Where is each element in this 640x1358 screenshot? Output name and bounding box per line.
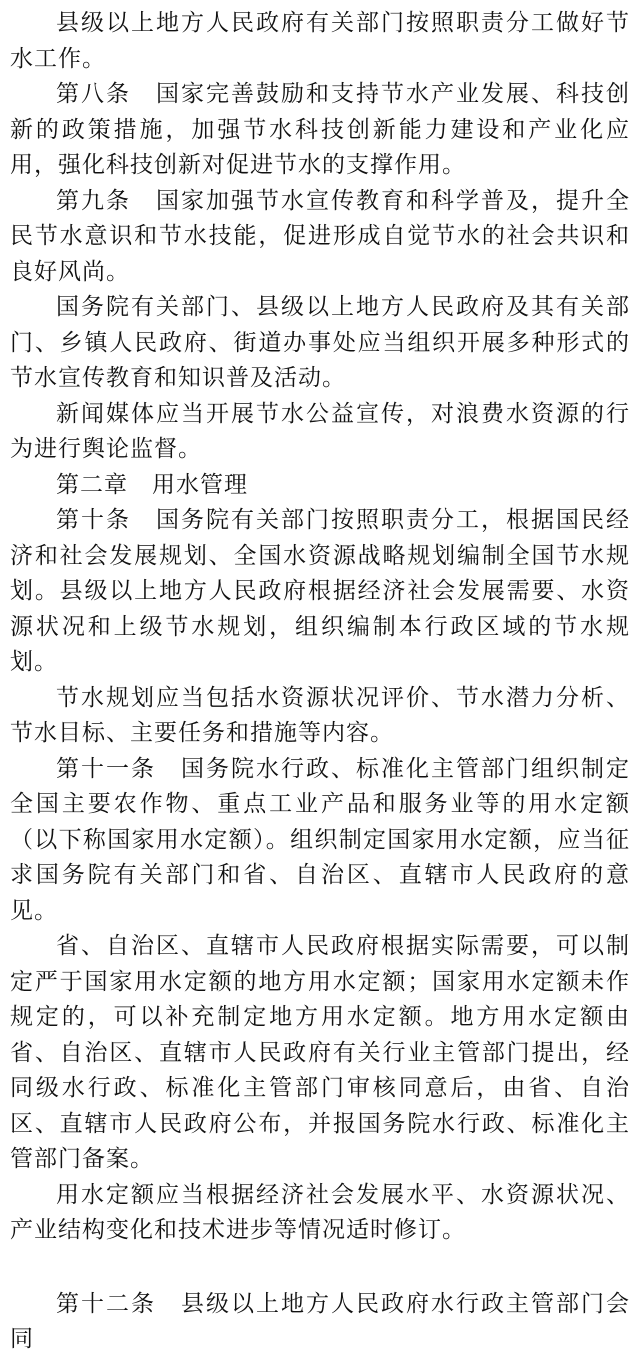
article-12-paragraph: 第十二条 县级以上地方人民政府水行政主管部门会同 [10,1290,630,1352]
article-9-paragraph: 第九条 国家加强节水宣传教育和科学普及，提升全民节水意识和节水技能，促进形成自觉节水的社会共识和良好风尚。 [10,187,630,285]
paragraph-8: 节水规划应当包括水资源状况评价、节水潜力分析、节水目标、主要任务和措施等内容。 [10,684,630,746]
article-11-paragraph: 第十一条 国务院水行政、标准化主管部门组织制定全国主要农作物、重点工业产品和服务业等的用水定额（以下称国家用水定额）。组织制定国家用水定额，应当征求国务院有关部门和省、自治区、直辖市人民政府的意见。 [10,755,630,924]
article-10-paragraph: 第十条 国务院有关部门按照职责分工，根据国民经济和社会发展规划、全国水资源战略规划编制全国节水规划。县级以上地方人民政府根据经济社会发展需要、水资源状况和上级节水规划，组织编制本行政区域的节水规划。 [10,507,630,675]
article-8-paragraph: 第八条 国家完善鼓励和支持节水产业发展、科技创新的政策措施，加强节水科技创新能力建设和产业化应用，强化科技创新对促进节水的支撑作用。 [10,81,630,178]
chapter-2-heading: 第二章 用水管理 [56,471,248,498]
paragraph-10: 省、自治区、直辖市人民政府根据实际需要，可以制定严于国家用水定额的地方用水定额；国家用水定额未作规定的，可以补充制定地方用水定额。地方用水定额由省、自治区、直辖市人民政府有关行业主管部门提出，经同级水行政、标准化主管部门审核同意后，由省、自治区、直辖市人民政府公布，并报国务院水行政、标准化主管部门备案。 [10,933,630,1172]
paragraph-5: 新闻媒体应当开展节水公益宣传，对浪费水资源的行为进行舆论监督。 [10,400,630,462]
paragraph-11: 用水定额应当根据经济社会发展水平、水资源状况、产业结构变化和技术进步等情况适时修订。 [10,1181,630,1243]
paragraph-1: 县级以上地方人民政府有关部门按照职责分工做好节水工作。 [10,10,630,72]
paragraph-4: 国务院有关部门、县级以上地方人民政府及其有关部门、乡镇人民政府、街道办事处应当组织开展多种形式的节水宣传教育和知识普及活动。 [10,294,630,391]
